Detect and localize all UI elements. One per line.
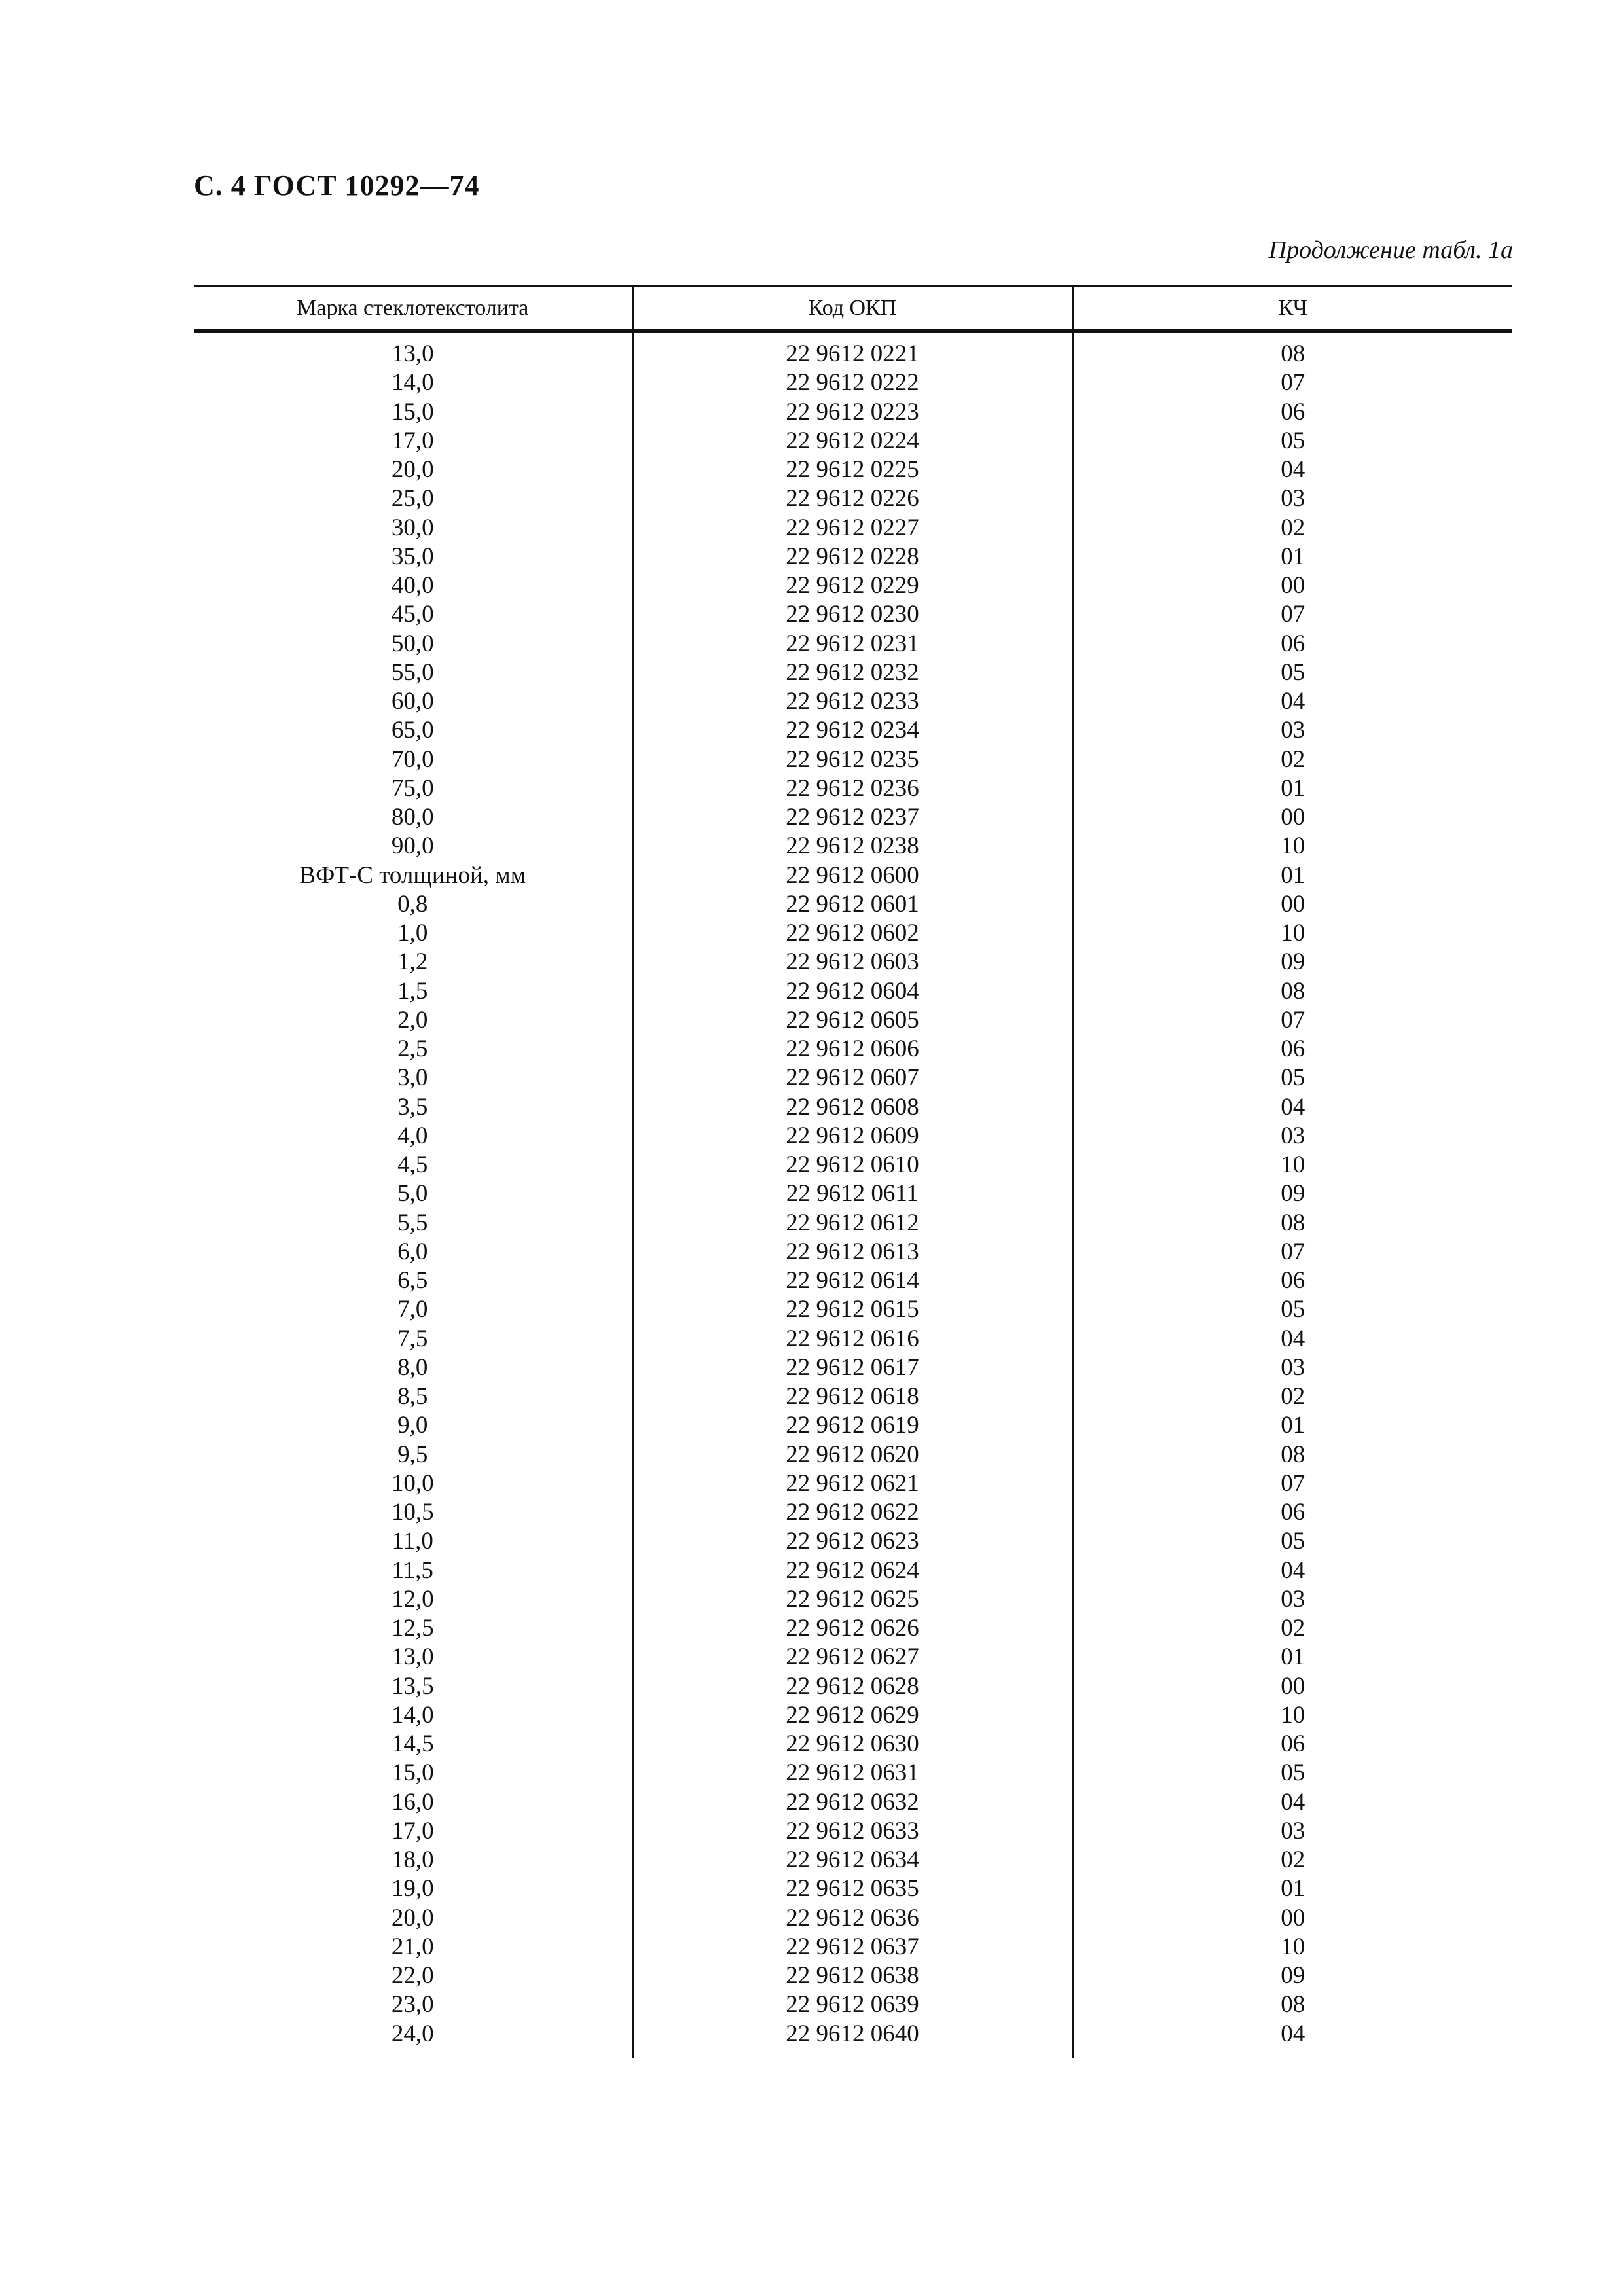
cell-kch: 05 — [1072, 1064, 1512, 1092]
cell-kch: 00 — [1072, 1904, 1512, 1933]
table-row — [194, 1990, 1512, 2019]
cell-grade: 5,0 — [397, 1180, 428, 1208]
cell-kch: 04 — [1072, 2020, 1512, 2058]
table-row — [194, 1006, 1512, 1035]
table-row — [194, 1238, 1512, 1266]
cell-okp-code: 22 9612 0610 — [632, 1151, 1072, 1179]
cell-kch: 03 — [1072, 1354, 1512, 1382]
cell-okp-code: 22 9612 0637 — [632, 1933, 1072, 1962]
table-body — [194, 331, 1512, 2058]
cell-kch: 09 — [1072, 948, 1512, 977]
cell-okp-code: 22 9612 0603 — [632, 948, 1072, 977]
cell-okp-code: 22 9612 0628 — [632, 1672, 1072, 1701]
cell-kch: 03 — [1072, 1817, 1512, 1846]
cell-kch: 00 — [1072, 571, 1512, 600]
cell-grade: ВФТ-С толщиной, мм — [299, 861, 526, 889]
table-row — [194, 1469, 1512, 1498]
cell-grade: 8,0 — [397, 1354, 428, 1381]
table-row — [194, 1411, 1512, 1440]
cell-kch: 07 — [1072, 1238, 1512, 1266]
column-header-kch: КЧ — [1072, 287, 1512, 332]
cell-kch: 01 — [1072, 861, 1512, 890]
cell-kch: 06 — [1072, 1498, 1512, 1527]
cell-grade: 0,8 — [397, 890, 428, 918]
table-row — [194, 861, 1512, 890]
cell-okp-code: 22 9612 0623 — [632, 1527, 1072, 1556]
cell-kch: 02 — [1072, 514, 1512, 543]
cell-okp-code: 22 9612 0630 — [632, 1730, 1072, 1759]
cell-grade: 45,0 — [391, 601, 434, 628]
cell-grade: 2,5 — [397, 1035, 428, 1063]
cell-grade: 5,5 — [397, 1209, 428, 1236]
cell-grade: 55,0 — [391, 658, 434, 686]
table-row — [194, 1759, 1512, 1787]
cell-grade: 6,0 — [397, 1238, 428, 1265]
cell-kch: 07 — [1072, 1006, 1512, 1035]
cell-kch: 03 — [1072, 484, 1512, 513]
cell-kch: 03 — [1072, 716, 1512, 745]
table-row — [194, 1672, 1512, 1701]
cell-okp-code: 22 9612 0236 — [632, 774, 1072, 803]
cell-grade: 21,0 — [391, 1933, 434, 1960]
cell-kch: 01 — [1072, 1411, 1512, 1440]
cell-grade: 9,0 — [397, 1412, 428, 1439]
cell-grade: 7,5 — [397, 1325, 428, 1352]
table-row — [194, 571, 1512, 600]
cell-kch: 04 — [1072, 1788, 1512, 1817]
cell-okp-code: 22 9612 0620 — [632, 1441, 1072, 1469]
okp-code-table — [194, 285, 1512, 2058]
table-row — [194, 687, 1512, 716]
table-header — [194, 287, 1512, 332]
cell-kch: 03 — [1072, 1585, 1512, 1614]
cell-kch: 01 — [1072, 774, 1512, 803]
table-row — [194, 427, 1512, 456]
cell-okp-code: 22 9612 0232 — [632, 658, 1072, 687]
cell-kch: 09 — [1072, 1179, 1512, 1208]
cell-grade: 70,0 — [391, 745, 434, 773]
cell-okp-code: 22 9612 0613 — [632, 1238, 1072, 1266]
cell-okp-code: 22 9612 0607 — [632, 1064, 1072, 1092]
table-row — [194, 745, 1512, 774]
table-row — [194, 716, 1512, 745]
cell-okp-code: 22 9612 0224 — [632, 427, 1072, 456]
table-row — [194, 456, 1512, 484]
cell-okp-code: 22 9612 0229 — [632, 571, 1072, 600]
table-row — [194, 1788, 1512, 1817]
table-row — [194, 1035, 1512, 1064]
cell-okp-code: 22 9612 0627 — [632, 1643, 1072, 1672]
cell-kch: 08 — [1072, 977, 1512, 1006]
cell-okp-code: 22 9612 0226 — [632, 484, 1072, 513]
table-row — [194, 514, 1512, 543]
cell-okp-code: 22 9612 0227 — [632, 514, 1072, 543]
table-row — [194, 803, 1512, 832]
cell-okp-code: 22 9612 0222 — [632, 368, 1072, 397]
cell-okp-code: 22 9612 0233 — [632, 687, 1072, 716]
table-row — [194, 1846, 1512, 1874]
cell-okp-code: 22 9612 0230 — [632, 600, 1072, 629]
cell-kch: 02 — [1072, 745, 1512, 774]
table-row — [194, 543, 1512, 571]
cell-grade: 11,5 — [392, 1556, 433, 1584]
table-row — [194, 1382, 1512, 1411]
table-row — [194, 1701, 1512, 1730]
cell-kch: 01 — [1072, 543, 1512, 571]
cell-grade: 14,0 — [391, 1701, 434, 1729]
cell-kch: 07 — [1072, 368, 1512, 397]
cell-kch: 08 — [1072, 1441, 1512, 1469]
table-row — [194, 1064, 1512, 1092]
cell-okp-code: 22 9612 0638 — [632, 1962, 1072, 1990]
cell-kch: 04 — [1072, 1325, 1512, 1354]
cell-kch: 07 — [1072, 600, 1512, 629]
table-row — [194, 1295, 1512, 1324]
cell-grade: 20,0 — [391, 456, 434, 484]
cell-okp-code: 22 9612 0631 — [632, 1759, 1072, 1787]
cell-okp-code: 22 9612 0606 — [632, 1035, 1072, 1064]
table-row — [194, 1556, 1512, 1585]
cell-grade: 80,0 — [391, 804, 434, 831]
cell-okp-code: 22 9612 0225 — [632, 456, 1072, 484]
cell-okp-code: 22 9612 0605 — [632, 1006, 1072, 1035]
cell-kch: 08 — [1072, 331, 1512, 368]
cell-kch: 05 — [1072, 658, 1512, 687]
cell-grade: 20,0 — [391, 1904, 434, 1931]
cell-kch: 08 — [1072, 1990, 1512, 2019]
cell-okp-code: 22 9612 0636 — [632, 1904, 1072, 1933]
cell-grade: 15,0 — [391, 398, 434, 425]
cell-grade: 23,0 — [391, 1991, 434, 2018]
cell-grade: 13,0 — [391, 340, 434, 368]
cell-kch: 10 — [1072, 1151, 1512, 1179]
cell-grade: 90,0 — [391, 833, 434, 860]
table-row — [194, 1266, 1512, 1295]
cell-kch: 00 — [1072, 1672, 1512, 1701]
cell-okp-code: 22 9612 0617 — [632, 1354, 1072, 1382]
table-row — [194, 1093, 1512, 1122]
cell-okp-code: 22 9612 0228 — [632, 543, 1072, 571]
cell-okp-code: 22 9612 0615 — [632, 1295, 1072, 1324]
cell-okp-code: 22 9612 0621 — [632, 1469, 1072, 1498]
cell-okp-code: 22 9612 0238 — [632, 832, 1072, 861]
cell-okp-code: 22 9612 0602 — [632, 919, 1072, 948]
cell-okp-code: 22 9612 0639 — [632, 1990, 1072, 2019]
table-row — [194, 1962, 1512, 1990]
table-row — [194, 1498, 1512, 1527]
cell-okp-code: 22 9612 0629 — [632, 1701, 1072, 1730]
cell-kch: 05 — [1072, 1295, 1512, 1324]
cell-grade: 3,0 — [397, 1064, 428, 1092]
table-row — [194, 919, 1512, 948]
cell-okp-code: 22 9612 0626 — [632, 1614, 1072, 1643]
table-row — [194, 1151, 1512, 1179]
cell-okp-code: 22 9612 0622 — [632, 1498, 1072, 1527]
table-row — [194, 1441, 1512, 1469]
cell-okp-code: 22 9612 0234 — [632, 716, 1072, 745]
cell-kch: 02 — [1072, 1382, 1512, 1411]
cell-kch: 06 — [1072, 1266, 1512, 1295]
cell-kch: 05 — [1072, 1527, 1512, 1556]
cell-okp-code: 22 9612 0632 — [632, 1788, 1072, 1817]
cell-okp-code: 22 9612 0221 — [632, 331, 1072, 368]
cell-kch: 04 — [1072, 456, 1512, 484]
cell-okp-code: 22 9612 0231 — [632, 630, 1072, 658]
cell-grade: 12,0 — [391, 1585, 434, 1613]
table-row — [194, 1209, 1512, 1238]
cell-okp-code: 22 9612 0618 — [632, 1382, 1072, 1411]
table-row — [194, 484, 1512, 513]
cell-kch: 06 — [1072, 630, 1512, 658]
cell-grade: 10,5 — [391, 1499, 434, 1526]
cell-kch: 08 — [1072, 1209, 1512, 1238]
cell-kch: 10 — [1072, 1933, 1512, 1962]
table-row — [194, 1614, 1512, 1643]
cell-kch: 02 — [1072, 1846, 1512, 1874]
table-header-row — [194, 287, 1512, 332]
cell-okp-code: 22 9612 0608 — [632, 1093, 1072, 1122]
cell-kch: 01 — [1072, 1874, 1512, 1903]
cell-okp-code: 22 9612 0624 — [632, 1556, 1072, 1585]
cell-grade: 16,0 — [391, 1788, 434, 1816]
table-row — [194, 1643, 1512, 1672]
table-row — [194, 398, 1512, 427]
cell-grade: 8,5 — [397, 1383, 428, 1410]
table-row — [194, 1933, 1512, 1962]
cell-grade: 30,0 — [391, 514, 434, 541]
table-row — [194, 368, 1512, 397]
cell-grade: 25,0 — [391, 485, 434, 512]
cell-grade: 4,0 — [397, 1122, 428, 1149]
cell-grade: 50,0 — [391, 630, 434, 657]
cell-grade: 1,5 — [397, 977, 428, 1005]
cell-kch: 04 — [1072, 1556, 1512, 1585]
cell-okp-code: 22 9612 0635 — [632, 1874, 1072, 1903]
cell-kch: 06 — [1072, 1730, 1512, 1759]
cell-kch: 02 — [1072, 1614, 1512, 1643]
cell-grade: 35,0 — [391, 543, 434, 570]
cell-okp-code: 22 9612 0640 — [632, 2020, 1072, 2058]
table-row — [194, 832, 1512, 861]
cell-grade: 75,0 — [391, 774, 434, 802]
cell-grade: 17,0 — [391, 1817, 434, 1844]
cell-okp-code: 22 9612 0616 — [632, 1325, 1072, 1354]
cell-kch: 04 — [1072, 687, 1512, 716]
table-row — [194, 1585, 1512, 1614]
cell-grade: 6,5 — [397, 1267, 428, 1295]
table-row — [194, 1527, 1512, 1556]
cell-okp-code: 22 9612 0625 — [632, 1585, 1072, 1614]
cell-kch: 00 — [1072, 890, 1512, 919]
cell-grade: 65,0 — [391, 717, 434, 744]
cell-okp-code: 22 9612 0601 — [632, 890, 1072, 919]
cell-okp-code: 22 9612 0633 — [632, 1817, 1072, 1846]
cell-grade: 13,5 — [391, 1672, 434, 1700]
table-continuation-label: Продолжение табл. 1а — [1268, 236, 1513, 264]
cell-grade: 22,0 — [391, 1962, 434, 1990]
cell-okp-code: 22 9612 0600 — [632, 861, 1072, 890]
table-row — [194, 1325, 1512, 1354]
cell-grade: 15,0 — [391, 1759, 434, 1787]
cell-kch: 06 — [1072, 1035, 1512, 1064]
page-header: С. 4 ГОСТ 10292—74 — [194, 170, 480, 202]
table-row — [194, 331, 1512, 368]
table-row — [194, 1179, 1512, 1208]
cell-grade: 19,0 — [391, 1875, 434, 1903]
cell-kch: 07 — [1072, 1469, 1512, 1498]
table-row — [194, 977, 1512, 1006]
cell-kch: 04 — [1072, 1093, 1512, 1122]
cell-kch: 10 — [1072, 1701, 1512, 1730]
cell-okp-code: 22 9612 0612 — [632, 1209, 1072, 1238]
cell-kch: 03 — [1072, 1122, 1512, 1151]
cell-grade: 3,5 — [397, 1093, 428, 1121]
table-row — [194, 600, 1512, 629]
cell-grade: 10,0 — [391, 1469, 434, 1497]
cell-grade: 1,2 — [397, 948, 428, 976]
column-header-okp-code: Код ОКП — [632, 287, 1072, 332]
cell-grade: 12,5 — [391, 1615, 434, 1642]
cell-grade: 40,0 — [391, 572, 434, 600]
table-container — [194, 285, 1512, 2058]
cell-okp-code: 22 9612 0614 — [632, 1266, 1072, 1295]
cell-grade: 17,0 — [391, 427, 434, 454]
cell-okp-code: 22 9612 0619 — [632, 1411, 1072, 1440]
cell-kch: 05 — [1072, 427, 1512, 456]
cell-grade: 2,0 — [397, 1006, 428, 1033]
table-row — [194, 948, 1512, 977]
table-row — [194, 890, 1512, 919]
table-row — [194, 1122, 1512, 1151]
cell-grade: 13,0 — [391, 1643, 434, 1671]
cell-okp-code: 22 9612 0235 — [632, 745, 1072, 774]
table-row — [194, 658, 1512, 687]
cell-kch: 09 — [1072, 1962, 1512, 1990]
cell-kch: 05 — [1072, 1759, 1512, 1787]
table-row — [194, 774, 1512, 803]
table-row — [194, 1354, 1512, 1382]
cell-grade: 9,5 — [397, 1441, 428, 1468]
cell-grade: 1,0 — [397, 920, 428, 947]
column-header-grade: Марка стеклотекстолита — [194, 287, 632, 332]
cell-grade: 4,5 — [397, 1151, 428, 1179]
cell-grade: 24,0 — [391, 2020, 434, 2047]
cell-kch: 06 — [1072, 398, 1512, 427]
table-row — [194, 1904, 1512, 1933]
cell-grade: 11,0 — [392, 1528, 433, 1555]
table-row — [194, 2020, 1512, 2058]
table-row — [194, 630, 1512, 658]
table-row — [194, 1817, 1512, 1846]
cell-okp-code: 22 9612 0609 — [632, 1122, 1072, 1151]
cell-grade: 18,0 — [391, 1846, 434, 1874]
table-row — [194, 1730, 1512, 1759]
table-row — [194, 1874, 1512, 1903]
cell-kch: 01 — [1072, 1643, 1512, 1672]
cell-kch: 00 — [1072, 803, 1512, 832]
cell-okp-code: 22 9612 0634 — [632, 1846, 1072, 1874]
cell-kch: 10 — [1072, 832, 1512, 861]
cell-grade: 14,5 — [391, 1731, 434, 1758]
cell-grade: 7,0 — [397, 1296, 428, 1323]
cell-okp-code: 22 9612 0237 — [632, 803, 1072, 832]
cell-okp-code: 22 9612 0223 — [632, 398, 1072, 427]
cell-okp-code: 22 9612 0611 — [632, 1179, 1072, 1208]
cell-grade: 60,0 — [391, 688, 434, 715]
cell-grade: 14,0 — [391, 369, 434, 397]
cell-okp-code: 22 9612 0604 — [632, 977, 1072, 1006]
cell-kch: 10 — [1072, 919, 1512, 948]
